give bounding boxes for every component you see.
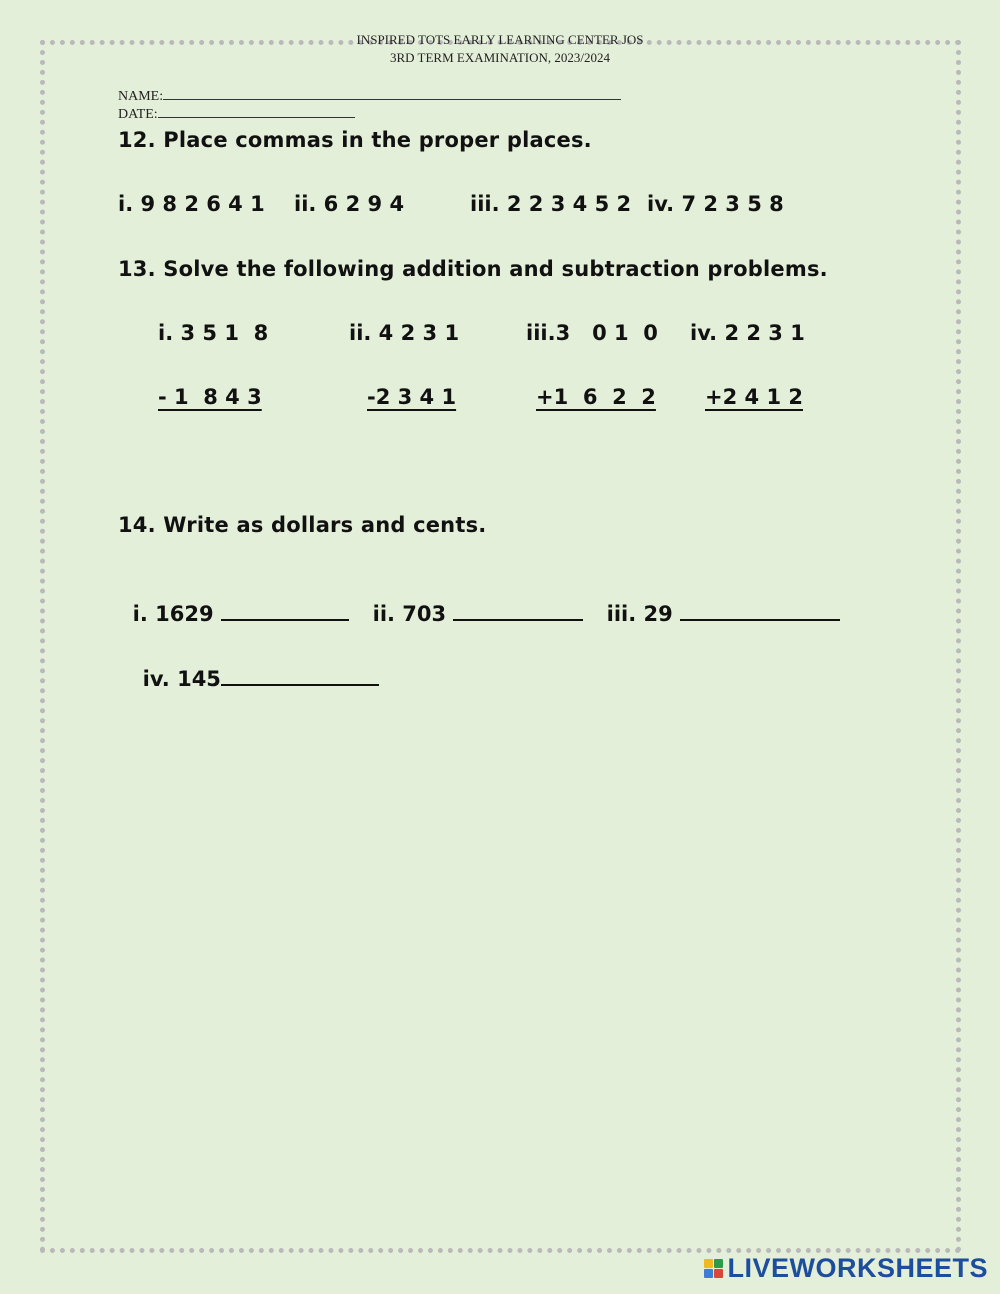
q13-bottom-4: +2 4 1 2 <box>705 385 803 409</box>
date-blank[interactable] <box>158 105 355 118</box>
exam-term: 3RD TERM EXAMINATION, 2023/2024 <box>389 50 611 65</box>
question-14-title: 14. Write as dollars and cents. <box>118 513 487 537</box>
liveworksheets-logo <box>704 1253 988 1284</box>
q14-item-4-label: iv. 145 <box>142 667 221 691</box>
q12-item-4: iv. 7 2 3 5 8 <box>647 192 784 216</box>
question-13-title: 13. Solve the following addition and subtraction problems. <box>118 257 828 281</box>
answer-blank-4[interactable] <box>221 666 379 686</box>
answer-blank-2[interactable] <box>453 601 583 621</box>
name-field[interactable] <box>118 87 621 105</box>
q13-top-1: i. 3 5 1 8 <box>158 321 269 345</box>
q14-item-3-label: iii. 29 <box>606 602 673 626</box>
date-field[interactable] <box>118 105 355 123</box>
q14-item-1-label: i. 1629 <box>132 602 214 626</box>
q13-bottom-1: - 1 8 4 3 <box>158 385 262 409</box>
q12-item-2: ii. 6 2 9 4 <box>294 192 405 216</box>
q13-top-2: ii. 4 2 3 1 <box>349 321 460 345</box>
q14-item-2-label: ii. 703 <box>372 602 447 626</box>
school-name: INSPIRED TOTS EARLY LEARNING CENTER JOS <box>356 32 644 47</box>
q13-bottom-3: +1 6 2 2 <box>536 385 656 409</box>
answer-blank-3[interactable] <box>680 601 840 621</box>
date-label: DATE: <box>118 107 158 122</box>
name-label: NAME: <box>118 89 164 104</box>
q13-top-3: iii.3 0 1 0 <box>526 321 658 345</box>
q14-item-2 <box>358 577 583 626</box>
answer-blank-1[interactable] <box>221 601 349 621</box>
q13-bottom-2: -2 3 4 1 <box>367 385 457 409</box>
question-12-title: 12. Place commas in the proper places. <box>118 128 592 152</box>
q12-item-3: iii. 2 2 3 4 5 2 <box>470 192 632 216</box>
q13-top-4: iv. 2 2 3 1 <box>690 321 805 345</box>
name-blank[interactable] <box>163 87 621 100</box>
q14-item-3 <box>592 577 840 626</box>
brand-name: LIVEWORKSHEETS <box>727 1253 988 1283</box>
q12-item-1: i. 9 8 2 6 4 1 <box>118 192 265 216</box>
logo-mark-icon <box>704 1259 723 1278</box>
q14-item-4 <box>128 642 379 691</box>
q14-item-1 <box>118 577 349 626</box>
